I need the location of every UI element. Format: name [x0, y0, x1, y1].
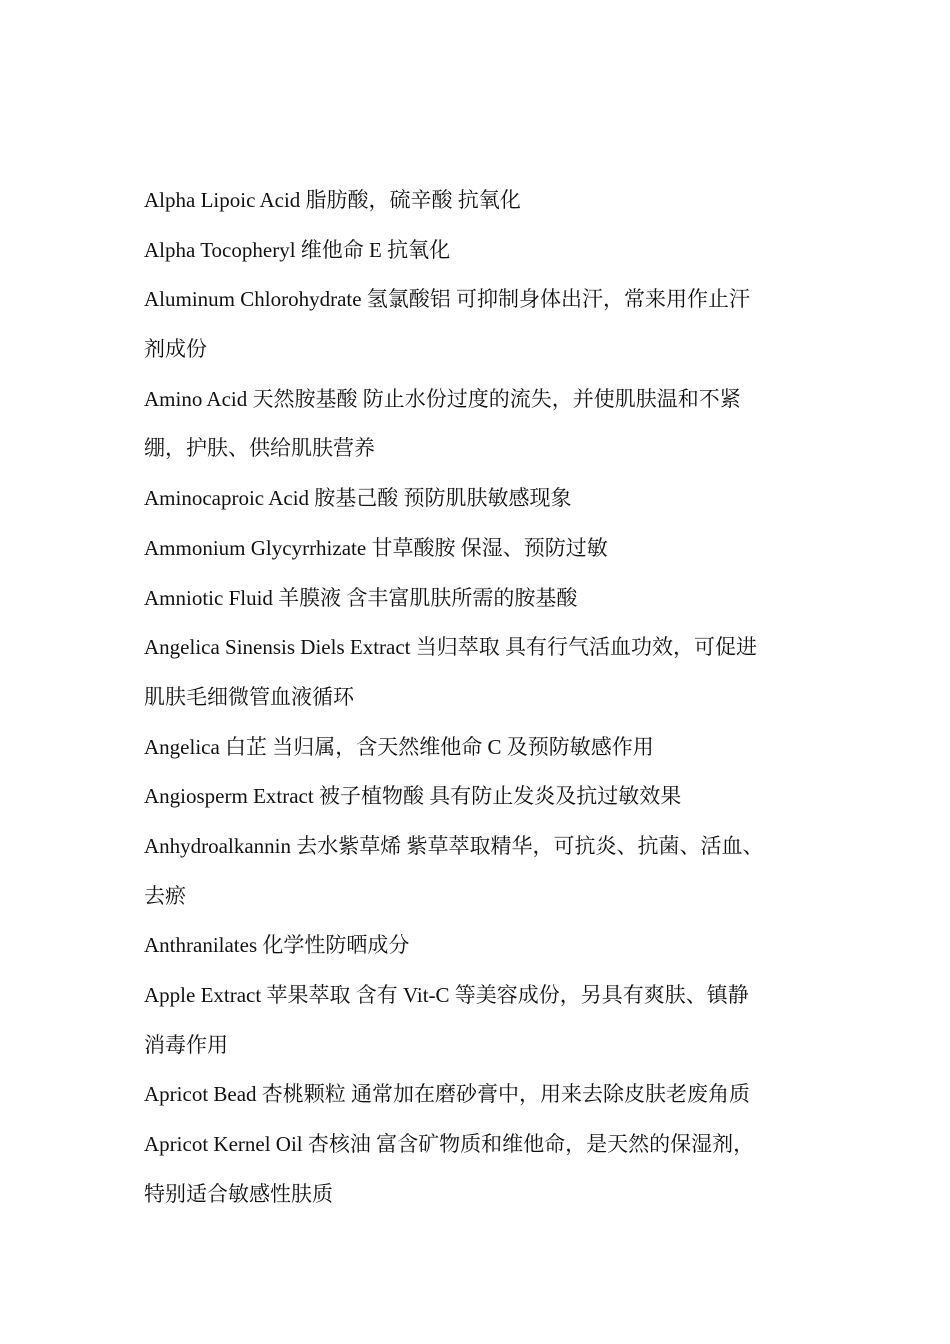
- text-line: Angelica Sinensis Diels Extract 当归萃取 具有行气活血功效，可促进: [144, 635, 758, 660]
- text-line: Aluminum Chlorohydrate 氢氯酸铝 可抑制身体出汗，常来用作止汗: [144, 287, 751, 312]
- text-line: Angiosperm Extract 被子植物酸 具有防止发炎及抗过敏效果: [144, 784, 682, 809]
- text-line: Apricot Bead 杏桃颗粒 通常加在磨砂膏中，用来去除皮肤老废角质: [144, 1082, 751, 1107]
- text-line: Alpha Tocopheryl 维他命 E 抗氧化: [144, 237, 451, 262]
- text-line: Aminocaproic Acid 胺基己酸 预防肌肤敏感现象: [144, 486, 572, 511]
- text-line: Angelica 白芷 当归属，含天然维他命 C 及预防敏感作用: [144, 734, 654, 759]
- text-line: Apricot Kernel Oil 杏核油 富含矿物质和维他命，是天然的保湿剂，: [144, 1132, 755, 1157]
- text-line: Amino Acid 天然胺基酸 防止水份过度的流失，并使肌肤温和不紧: [144, 386, 741, 411]
- text-line: 肌肤毛细微管血液循环: [144, 684, 354, 709]
- text-line: Amniotic Fluid 羊膜液 含丰富肌肤所需的胺基酸: [144, 585, 578, 610]
- text-line: 特别适合敏感性肤质: [144, 1181, 333, 1206]
- text-line: 消毒作用: [144, 1032, 228, 1057]
- text-line: 绷，护肤、供给肌肤营养: [144, 436, 375, 461]
- text-line: Anthranilates 化学性防晒成分: [144, 933, 410, 958]
- text-line: 去瘀: [144, 883, 186, 908]
- text-line: Ammonium Glycyrrhizate 甘草酸胺 保湿、预防过敏: [144, 535, 608, 560]
- text-line: Apple Extract 苹果萃取 含有 Vit-C 等美容成份，另具有爽肤、镇静: [144, 983, 749, 1007]
- text-line: 剂成份: [144, 337, 207, 362]
- text-line: Anhydroalkannin 去水紫草烯 紫草萃取精华，可抗炎、抗菌、活血、: [144, 833, 764, 858]
- text-line: Alpha Lipoic Acid 脂肪酸，硫辛酸 抗氧化: [144, 188, 521, 212]
- document-body: [144, 176, 824, 1219]
